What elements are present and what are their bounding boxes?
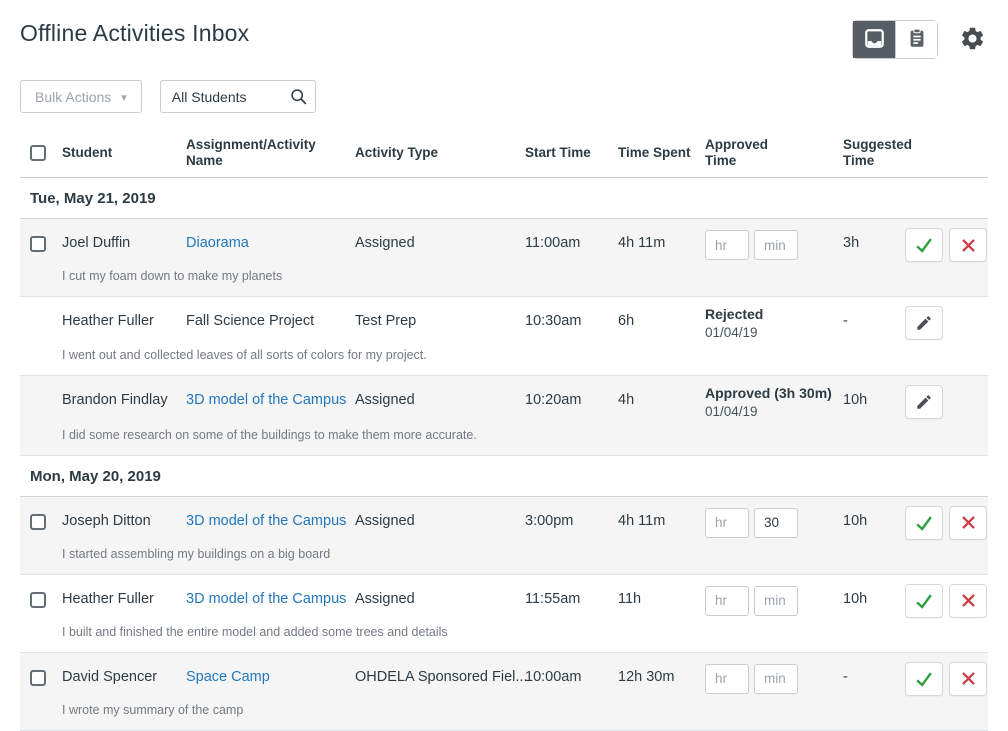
x-icon bbox=[959, 236, 978, 255]
reject-button[interactable] bbox=[949, 506, 987, 540]
assignment-link[interactable]: 3D model of the Campus bbox=[186, 512, 347, 529]
activity-type: Assigned bbox=[355, 392, 415, 409]
row-checkbox[interactable] bbox=[30, 592, 46, 608]
x-icon bbox=[959, 669, 978, 688]
time-spent: 11h bbox=[618, 590, 642, 607]
bulk-actions-label: Bulk Actions bbox=[35, 88, 112, 105]
start-time: 3:00pm bbox=[525, 512, 574, 529]
column-header-start-time: Start Time bbox=[525, 144, 591, 160]
activity-row bbox=[20, 575, 988, 653]
start-time: 11:00am bbox=[525, 235, 581, 252]
pencil-icon bbox=[915, 314, 933, 332]
column-header-activity-type: Activity Type bbox=[355, 144, 439, 160]
select-all-checkbox[interactable] bbox=[30, 145, 46, 161]
time-spent: 6h bbox=[618, 313, 635, 330]
column-header-suggested-time: Suggested Time bbox=[843, 137, 913, 168]
header-actions bbox=[852, 20, 988, 59]
time-spent: 4h 11m bbox=[618, 235, 666, 252]
time-spent: 12h 30m bbox=[618, 668, 675, 685]
table-header-row bbox=[20, 131, 988, 178]
pencil-icon bbox=[915, 393, 933, 411]
suggested-time: 10h bbox=[843, 392, 868, 409]
activity-row bbox=[20, 297, 988, 376]
activity-row bbox=[20, 376, 988, 455]
gear-icon bbox=[959, 25, 986, 55]
activity-row bbox=[20, 653, 988, 731]
suggested-time: - bbox=[843, 313, 848, 330]
student-name: Heather Fuller bbox=[62, 313, 154, 330]
approved-hr-input[interactable] bbox=[705, 586, 749, 616]
column-header-student: Student bbox=[62, 144, 113, 160]
student-name: David Spencer bbox=[62, 668, 158, 685]
activity-type: Test Prep bbox=[355, 313, 417, 330]
start-time: 10:00am bbox=[525, 668, 582, 685]
start-time: 10:30am bbox=[525, 313, 582, 330]
bulk-actions-button[interactable] bbox=[20, 80, 142, 113]
approval-date: 01/04/19 bbox=[705, 403, 758, 419]
inbox-view-button[interactable] bbox=[853, 21, 895, 58]
student-name: Joel Duffin bbox=[62, 235, 131, 252]
approve-button[interactable] bbox=[905, 506, 943, 540]
assignment-link[interactable]: 3D model of the Campus bbox=[186, 392, 347, 409]
reject-button[interactable] bbox=[949, 228, 987, 262]
approval-date: 01/04/19 bbox=[705, 324, 758, 340]
view-toggle-group bbox=[852, 20, 938, 59]
page-title: Offline Activities Inbox bbox=[20, 20, 250, 46]
approve-button[interactable] bbox=[905, 584, 943, 618]
activity-note: I did some research on some of the buildings to make them more accurate. bbox=[62, 427, 477, 442]
search-icon bbox=[289, 87, 308, 106]
suggested-time: 3h bbox=[843, 235, 860, 252]
reject-button[interactable] bbox=[949, 584, 987, 618]
activity-type: Assigned bbox=[355, 235, 415, 252]
start-time: 11:55am bbox=[525, 590, 581, 607]
settings-button[interactable] bbox=[956, 21, 988, 58]
date-group-header: Tue, May 21, 2019 bbox=[20, 178, 988, 219]
edit-button[interactable] bbox=[905, 385, 943, 419]
activity-row bbox=[20, 497, 988, 575]
edit-button[interactable] bbox=[905, 306, 943, 340]
row-checkbox[interactable] bbox=[30, 236, 46, 252]
activity-type: OHDELA Sponsored Fiel... bbox=[355, 668, 528, 685]
approve-button[interactable] bbox=[905, 228, 943, 262]
activities-table bbox=[20, 131, 988, 731]
check-icon bbox=[913, 512, 935, 534]
assignment-link[interactable]: Diaorama bbox=[186, 235, 249, 252]
activity-type: Assigned bbox=[355, 512, 415, 529]
x-icon bbox=[959, 591, 978, 610]
check-icon bbox=[913, 234, 935, 256]
activity-type: Assigned bbox=[355, 590, 415, 607]
assignment-link[interactable]: 3D model of the Campus bbox=[186, 590, 347, 607]
column-header-approved-time: Approved Time bbox=[705, 137, 769, 168]
assignment-link[interactable]: Space Camp bbox=[186, 668, 270, 685]
start-time: 10:20am bbox=[525, 392, 582, 409]
top-bar bbox=[20, 0, 988, 59]
student-name: Heather Fuller bbox=[62, 590, 154, 607]
activity-note: I built and finished the entire model and added some trees and details bbox=[62, 624, 448, 639]
approved-min-input[interactable] bbox=[754, 508, 798, 538]
student-name: Brandon Findlay bbox=[62, 392, 168, 409]
approved-hr-input[interactable] bbox=[705, 508, 749, 538]
approval-status: Approved (3h 30m) bbox=[705, 385, 832, 402]
activity-note: I went out and collected leaves of all sorts of colors for my project. bbox=[62, 348, 427, 363]
clipboard-icon bbox=[906, 27, 928, 52]
date-group-header: Mon, May 20, 2019 bbox=[20, 456, 988, 497]
suggested-time: 10h bbox=[843, 590, 868, 607]
reject-button[interactable] bbox=[949, 662, 987, 696]
suggested-time: 10h bbox=[843, 512, 868, 529]
approval-status: Rejected bbox=[705, 306, 764, 323]
approved-hr-input[interactable] bbox=[705, 230, 749, 260]
check-icon bbox=[913, 668, 935, 690]
activity-row bbox=[20, 219, 988, 297]
column-header-assignment: Assignment/Activity Name bbox=[186, 137, 316, 168]
chevron-down-icon: ▾ bbox=[121, 92, 127, 104]
suggested-time: - bbox=[843, 668, 848, 685]
time-spent: 4h bbox=[618, 392, 635, 409]
filter-toolbar bbox=[20, 80, 988, 113]
time-spent: 4h 11m bbox=[618, 512, 666, 529]
column-header-time-spent: Time Spent bbox=[618, 144, 691, 160]
activity-note: I wrote my summary of the camp bbox=[62, 702, 244, 717]
approved-hr-input[interactable] bbox=[705, 664, 749, 694]
approve-button[interactable] bbox=[905, 662, 943, 696]
activity-note: I cut my foam down to make my planets bbox=[62, 269, 283, 284]
student-filter bbox=[160, 80, 316, 113]
row-checkbox[interactable] bbox=[30, 670, 46, 686]
approved-min-input[interactable] bbox=[754, 664, 798, 694]
activity-note: I started assembling my buildings on a big board bbox=[62, 546, 331, 561]
student-name: Joseph Ditton bbox=[62, 512, 151, 529]
approved-min-input[interactable] bbox=[754, 586, 798, 616]
x-icon bbox=[959, 513, 978, 532]
row-checkbox[interactable] bbox=[30, 514, 46, 530]
assignment-name: Fall Science Project bbox=[186, 313, 315, 330]
approved-min-input[interactable] bbox=[754, 230, 798, 260]
check-icon bbox=[913, 590, 935, 612]
clipboard-view-button[interactable] bbox=[895, 21, 937, 58]
inbox-icon bbox=[863, 27, 886, 53]
